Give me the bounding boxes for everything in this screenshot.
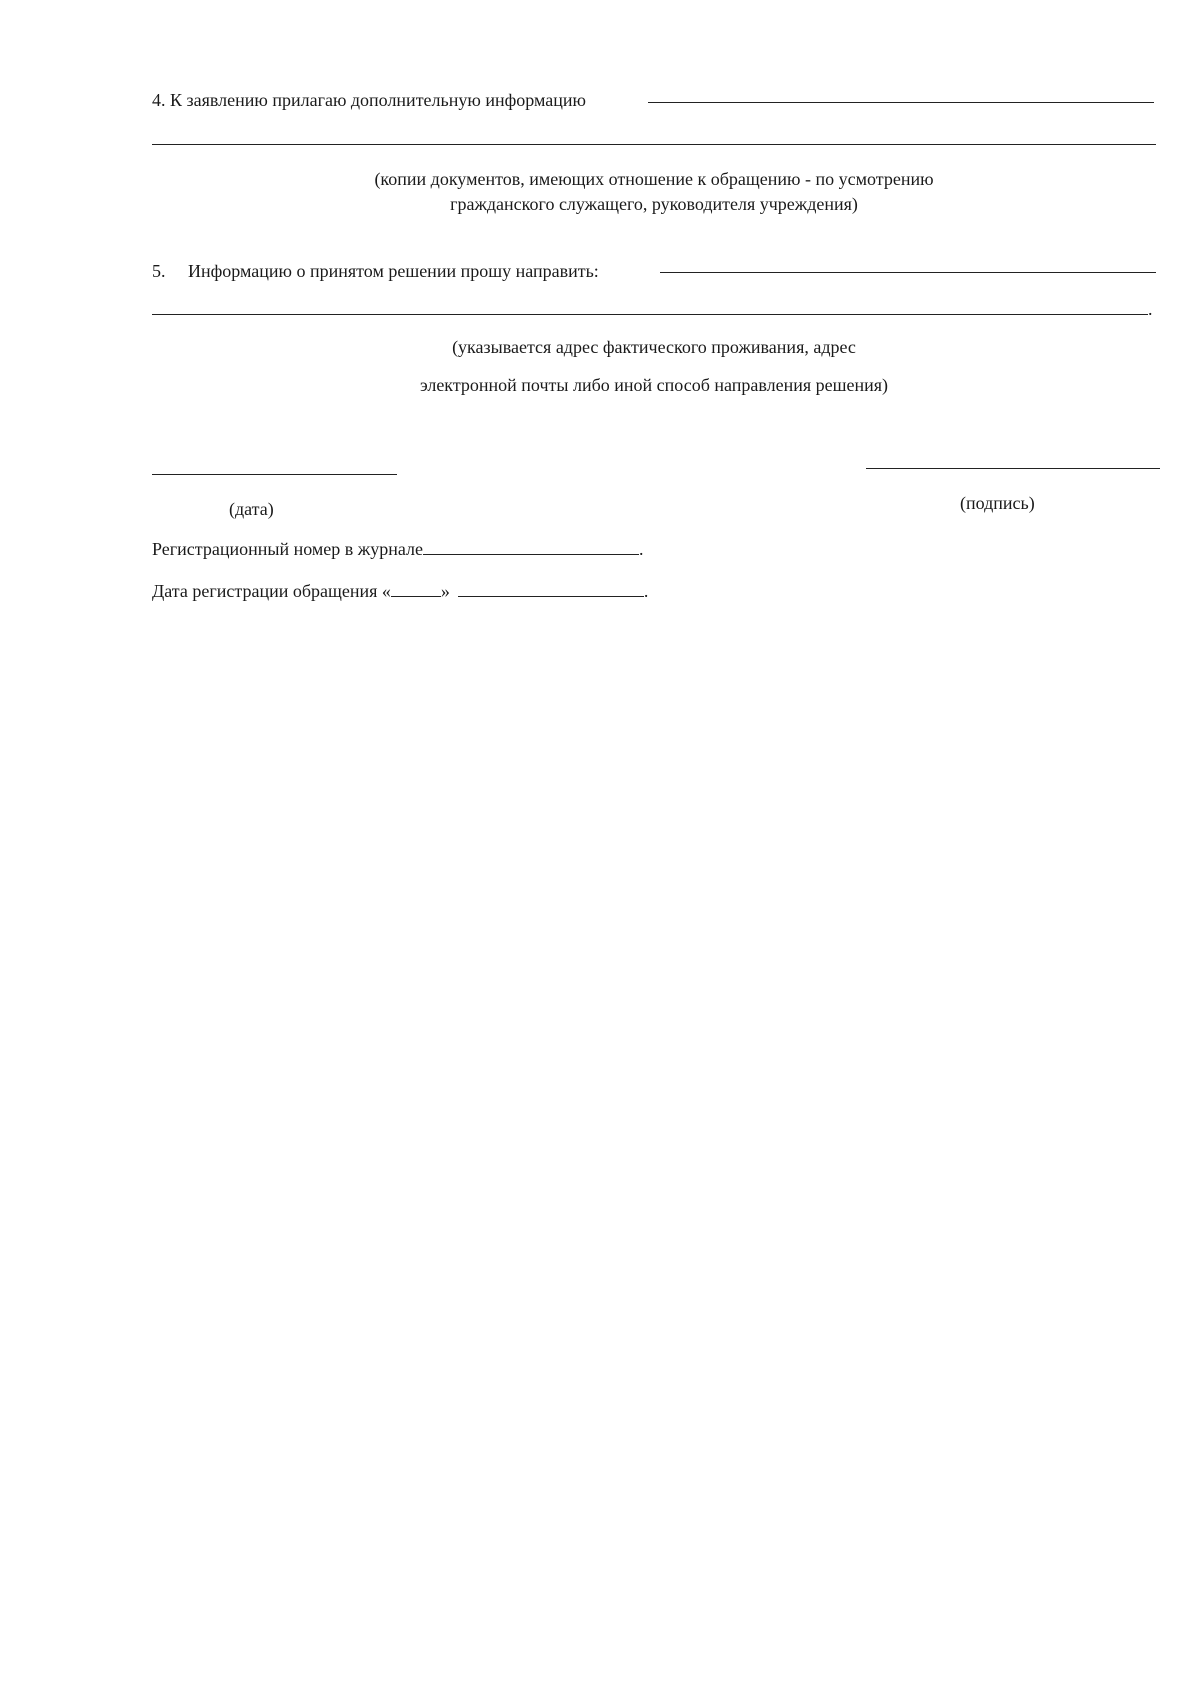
item4-fill-line-2[interactable] [152,144,1156,145]
signature-caption: (подпись) [960,493,1035,513]
item5-hint-line1: (указывается адрес фактического проживания, адрес [452,337,856,357]
date-fill-line[interactable] [152,474,397,475]
item5-fill-line-2[interactable] [152,314,1148,315]
registration-date-label: Дата регистрации обращения « [152,581,391,601]
date-caption: (дата) [229,499,274,519]
item4-hint-line1: (копии документов, имеющих отношение к обращению - по усмотрению [374,169,934,189]
registration-number-row [152,540,643,558]
signature-fill-line[interactable] [866,468,1160,469]
item4-fill-line-1[interactable] [648,102,1154,103]
item5-fill-line-1[interactable] [660,272,1156,273]
registration-day-field[interactable] [391,582,441,597]
item5-text: Информацию о принятом решении прошу направить: [188,261,599,281]
item5-number: 5. [152,261,166,281]
item4-hint-line2: гражданского служащего, руководителя учреждения) [450,194,858,214]
item5-row [152,262,599,280]
registration-number-label: Регистрационный номер в журнале [152,539,423,559]
item4-text: 4. К заявлению прилагаю дополнительную информацию [152,90,586,110]
registration-date-mid: » [440,581,450,601]
item5-line-end: . [1148,299,1153,319]
registration-date-row [152,582,648,600]
registration-date-end: . [643,581,649,601]
registration-month-year-field[interactable] [458,582,644,597]
registration-number-end: . [638,539,644,559]
item5-hint-line2: электронной почты либо иной способ направления решения) [419,375,889,395]
registration-number-field[interactable] [423,540,639,555]
